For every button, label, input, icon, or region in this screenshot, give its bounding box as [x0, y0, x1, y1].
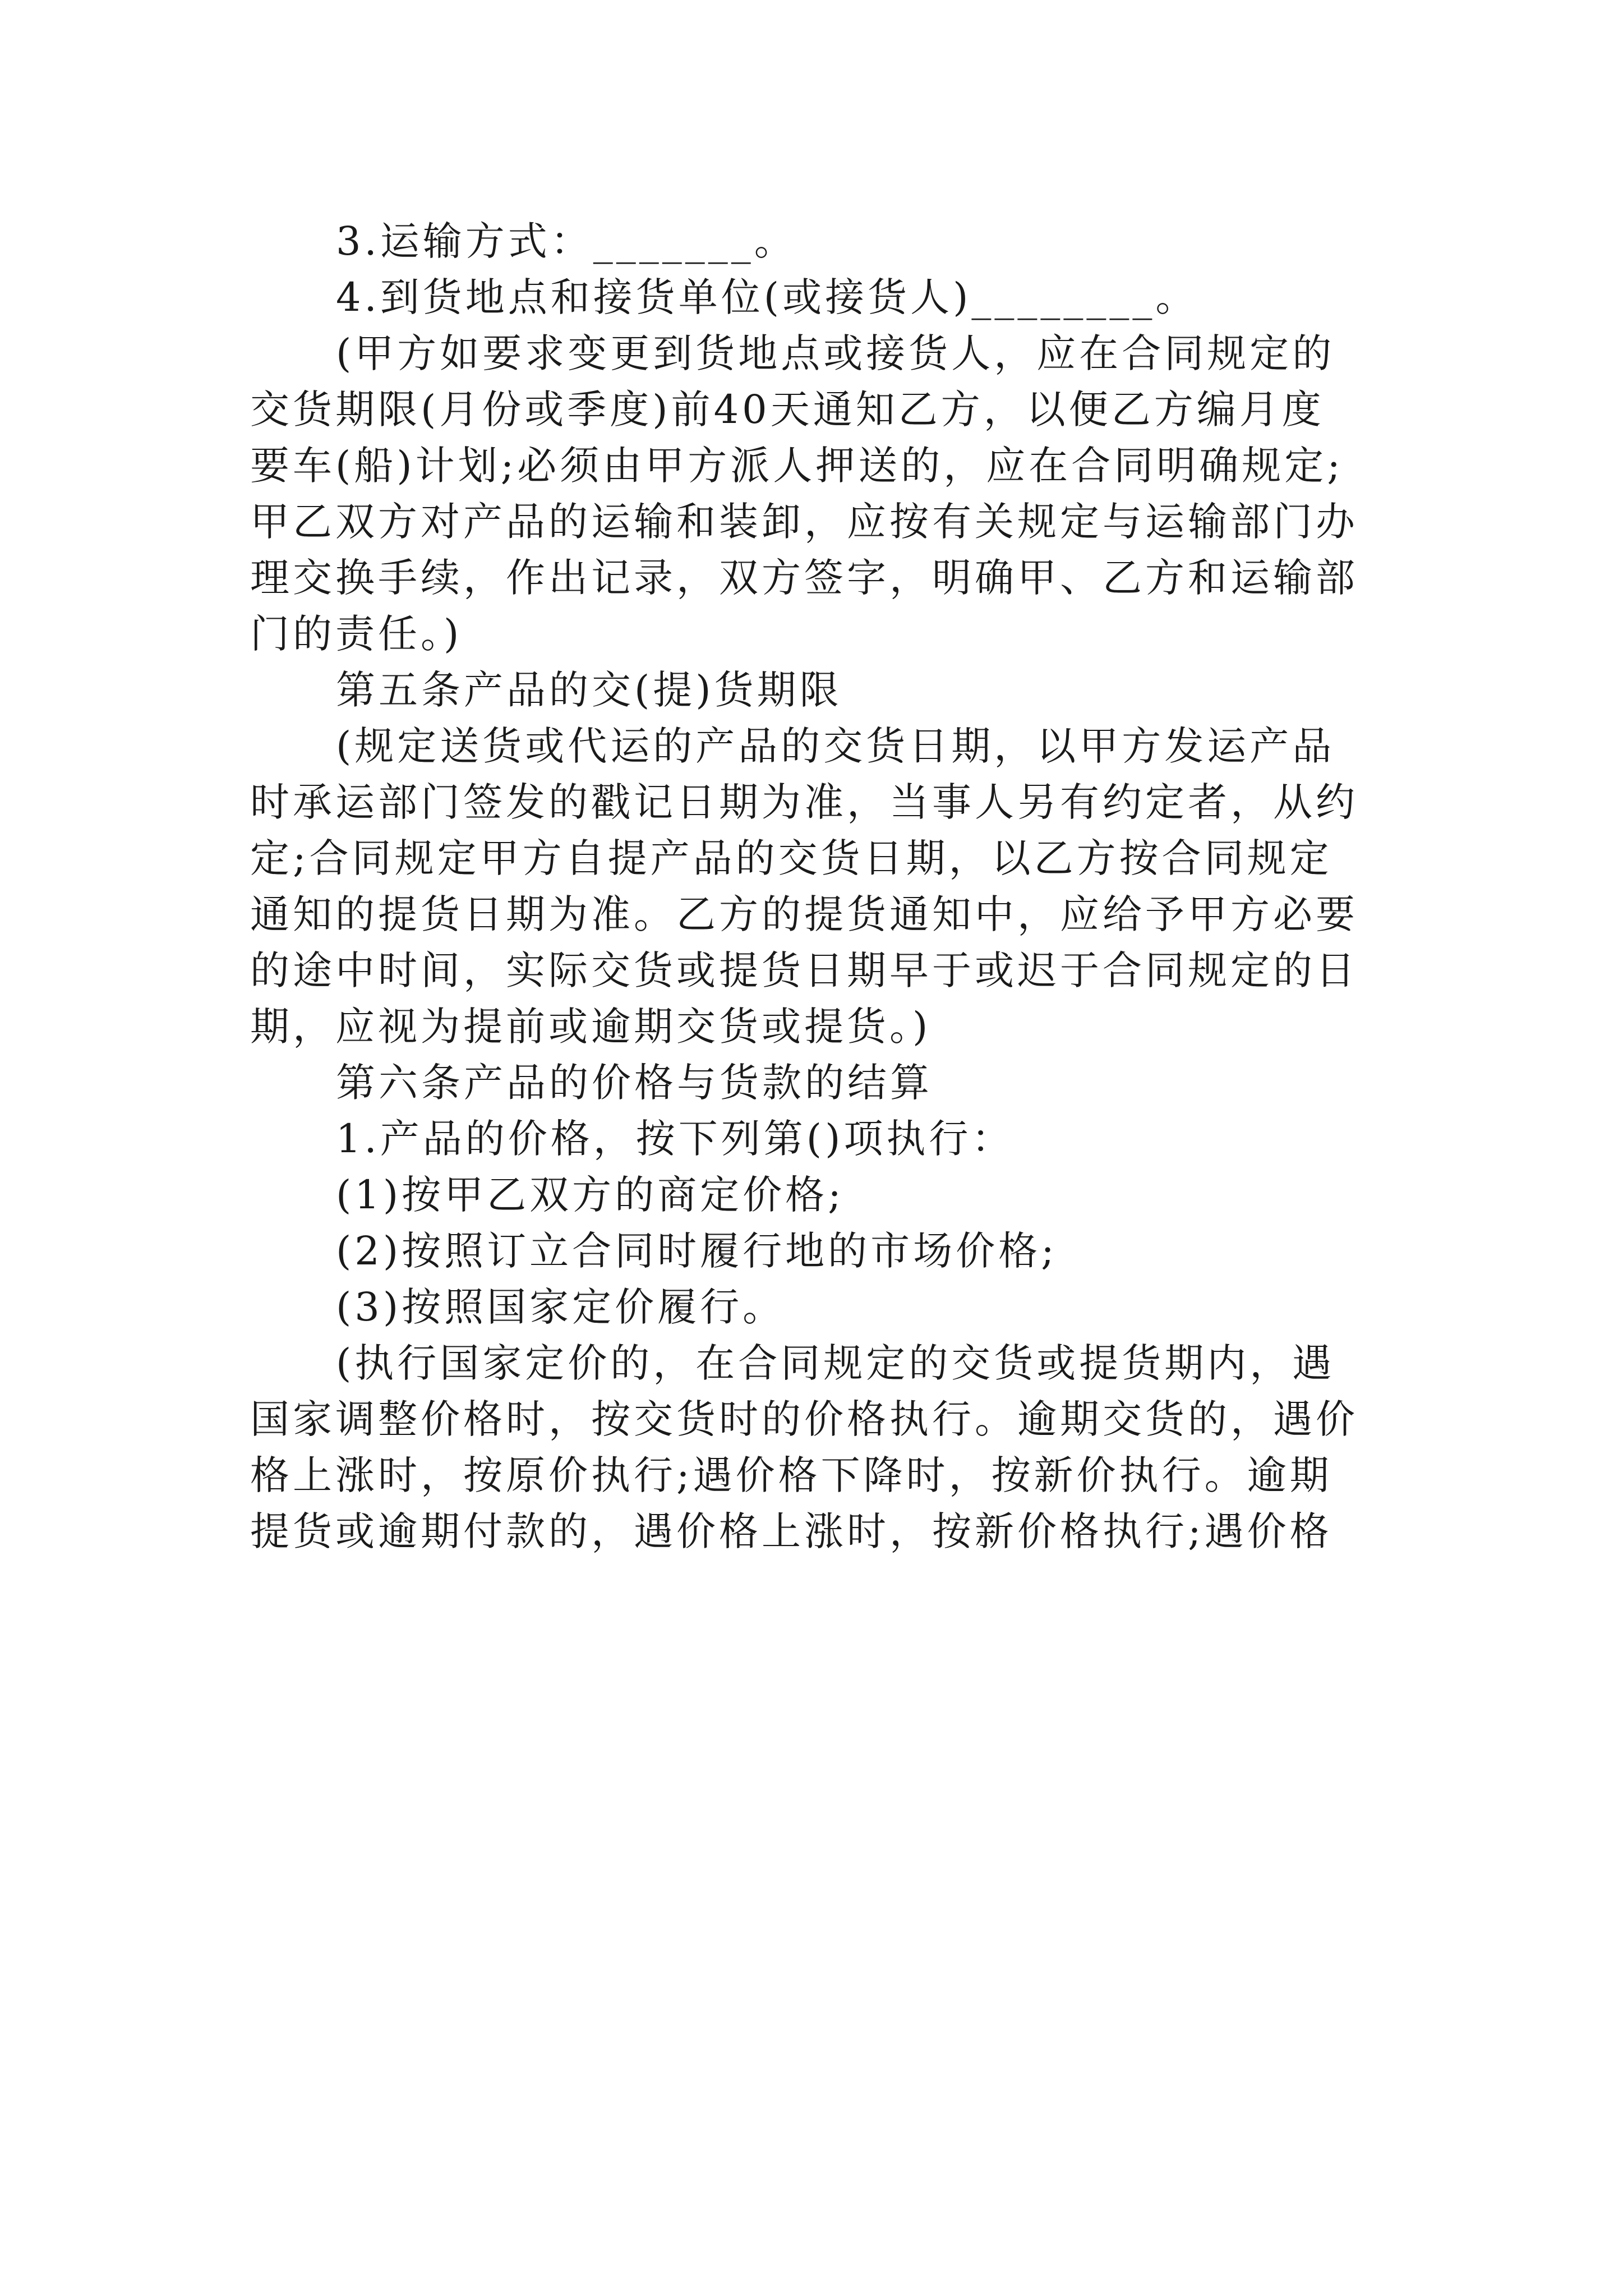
list-item: (3)按照国家定价履行。 — [336, 1284, 786, 1330]
list-item: (2)按照订立合同时履行地的市场价格; — [336, 1228, 1058, 1274]
text-line: 格上涨时，按原价执行;遇价格下降时，按新价执行。逾期 — [250, 1452, 1332, 1498]
text-line: (规定送货或代运的产品的交货日期，以甲方发运产品 — [336, 723, 1335, 769]
text-line: 1.产品的价格，按下列第()项执行： — [336, 1116, 1015, 1162]
section-heading: 第六条产品的价格与货款的结算 — [336, 1060, 933, 1106]
text-line: 的途中时间，实际交货或提货日期早于或迟于合同规定的日 — [250, 947, 1358, 993]
list-item: (1)按甲乙双方的商定价格; — [336, 1172, 845, 1218]
text-line: 国家调整价格时，按交货时的价格执行。逾期交货的，遇价 — [250, 1396, 1358, 1442]
text-line: 理交换手续，作出记录，双方签字，明确甲、乙方和运输部 — [250, 555, 1358, 601]
text-line: 时承运部门签发的戳记日期为准，当事人另有约定者，从约 — [250, 779, 1358, 825]
text-line: (甲方如要求变更到货地点或接货人，应在合同规定的 — [336, 330, 1335, 376]
text-line: 通知的提货日期为准。乙方的提货通知中，应给予甲方必要 — [250, 891, 1358, 937]
text-line: 要车(船)计划;必须由甲方派人押送的，应在合同明确规定; — [250, 443, 1344, 489]
text-line: 提货或逾期付款的，遇价格上涨时，按新价格执行;遇价格 — [250, 1508, 1332, 1554]
section-heading: 第五条产品的交(提)货期限 — [336, 667, 842, 713]
text-line: 3.运输方式：_______。 — [336, 218, 797, 264]
text-line: 4.到货地点和接货单位(或接货人)________。 — [336, 274, 1198, 320]
text-line: 甲乙双方对产品的运输和装卸，应按有关规定与运输部门办 — [250, 499, 1358, 545]
text-line: 交货期限(月份或季度)前40天通知乙方，以便乙方编月度 — [250, 386, 1325, 432]
text-line: 期，应视为提前或逾期交货或提货。) — [250, 1004, 932, 1050]
text-line: 门的责任。) — [250, 611, 463, 657]
text-line: (执行国家定价的，在合同规定的交货或提货期内，遇 — [336, 1340, 1335, 1386]
text-line: 定;合同规定甲方自提产品的交货日期，以乙方按合同规定 — [250, 835, 1332, 881]
